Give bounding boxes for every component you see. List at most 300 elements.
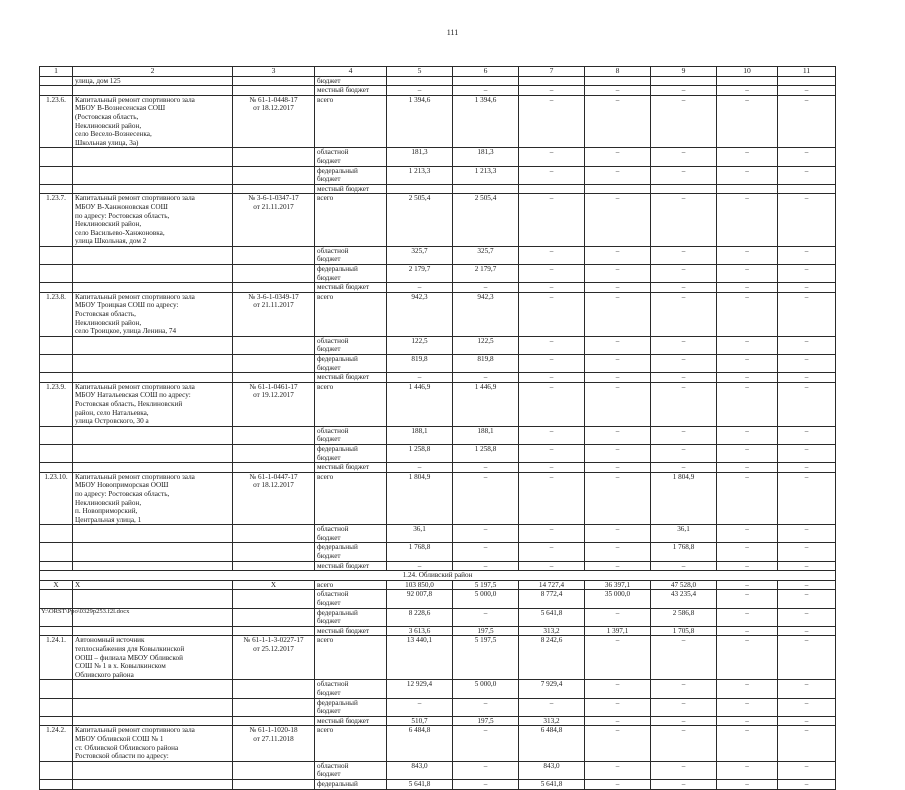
value-col-8: 36 397,1: [585, 580, 651, 590]
budget-source: федеральный бюджет: [315, 355, 387, 373]
value-col-7: –: [519, 463, 585, 473]
item-description: улица, дом 125: [73, 76, 233, 86]
item-description: Капитальный ремонт спортивного зала МБОУ Троицкая СОШ по адресу: Ростовская область, Неклиновский район, село Троицкое, улица Ленина, 74: [73, 292, 233, 336]
budget-source: областной бюджет: [315, 336, 387, 354]
value-col-8: –: [585, 716, 651, 726]
document-reference: [233, 246, 315, 264]
value-col-5: 1 213,3: [387, 166, 453, 184]
value-col-10: –: [717, 472, 778, 525]
table-row: [40, 373, 836, 383]
budget-source: всего: [315, 382, 387, 426]
document-reference: [233, 355, 315, 373]
value-col-5: 1 804,9: [387, 472, 453, 525]
value-col-6: –: [453, 561, 519, 571]
table-row: [40, 561, 836, 571]
value-col-11: –: [778, 779, 836, 789]
value-col-10: –: [717, 382, 778, 426]
value-col-9: –: [651, 382, 717, 426]
value-col-6: 122,5: [453, 336, 519, 354]
value-col-9: –: [651, 86, 717, 96]
value-col-8: –: [585, 166, 651, 184]
document-reference: [233, 463, 315, 473]
value-col-7: –: [519, 472, 585, 525]
value-col-7: –: [519, 148, 585, 166]
item-number: [40, 166, 73, 184]
value-col-8: –: [585, 608, 651, 626]
item-number: 1.23.6.: [40, 95, 73, 148]
document-reference: [233, 525, 315, 543]
value-col-5: 510,7: [387, 716, 453, 726]
value-col-9: –: [651, 463, 717, 473]
value-col-9: –: [651, 336, 717, 354]
item-description: [73, 148, 233, 166]
item-description: [73, 246, 233, 264]
column-header-3: 3: [233, 67, 315, 77]
value-col-6: –: [453, 543, 519, 561]
value-col-11: –: [778, 246, 836, 264]
value-col-11: –: [778, 525, 836, 543]
value-col-5: 843,0: [387, 761, 453, 779]
value-col-8: –: [585, 194, 651, 247]
value-col-10: –: [717, 543, 778, 561]
budget-source: федеральный бюджет: [315, 698, 387, 716]
value-col-11: –: [778, 373, 836, 383]
value-col-5: 3 613,6: [387, 626, 453, 636]
value-col-7: –: [519, 525, 585, 543]
document-reference: № 3-6-1-0347-17 от 21.11.2017: [233, 194, 315, 247]
value-col-6: 197,5: [453, 716, 519, 726]
value-col-9: 47 528,0: [651, 580, 717, 590]
item-number: [40, 265, 73, 283]
budget-source: федеральный: [315, 779, 387, 789]
value-col-8: –: [585, 292, 651, 336]
value-col-8: 35 000,0: [585, 590, 651, 608]
value-col-7: –: [519, 373, 585, 383]
budget-source: федеральный бюджет: [315, 265, 387, 283]
item-number: 1.23.9.: [40, 382, 73, 426]
document-reference: [233, 86, 315, 96]
value-col-10: –: [717, 292, 778, 336]
document-reference: [233, 608, 315, 626]
value-col-6: –: [453, 698, 519, 716]
item-description: [73, 698, 233, 716]
table-row: [40, 426, 836, 444]
document-reference: [233, 283, 315, 293]
value-col-8: –: [585, 246, 651, 264]
value-col-9: –: [651, 194, 717, 247]
value-col-9: –: [651, 636, 717, 680]
table-row: [40, 580, 836, 590]
value-col-6: –: [453, 761, 519, 779]
value-col-8: –: [585, 86, 651, 96]
budget-table: [39, 66, 836, 790]
item-description: Автономный источник теплоснабжения для Ковылкинской ООШ – филиала МБОУ Обливской СОШ № 1 в х. Ковылкинском Обливского района: [73, 636, 233, 680]
value-col-5: 1 768,8: [387, 543, 453, 561]
value-col-10: –: [717, 525, 778, 543]
budget-source: областной бюджет: [315, 680, 387, 698]
value-col-5: 122,5: [387, 336, 453, 354]
value-col-10: –: [717, 336, 778, 354]
table-row: [40, 463, 836, 473]
table-row: [40, 194, 836, 247]
item-number: [40, 680, 73, 698]
value-col-11: –: [778, 698, 836, 716]
table-row: [40, 76, 836, 86]
value-col-9: –: [651, 246, 717, 264]
item-description: [73, 426, 233, 444]
value-col-8: –: [585, 463, 651, 473]
budget-source: областной бюджет: [315, 426, 387, 444]
column-header-11: 11: [778, 67, 836, 77]
value-col-9: 1 705,8: [651, 626, 717, 636]
value-col-5: 819,8: [387, 355, 453, 373]
document-reference: [233, 680, 315, 698]
table-row: [40, 590, 836, 608]
value-col-10: –: [717, 373, 778, 383]
value-col-11: –: [778, 608, 836, 626]
item-description: Х: [73, 580, 233, 590]
value-col-8: –: [585, 148, 651, 166]
value-col-9: 2 586,8: [651, 608, 717, 626]
table-row: [40, 265, 836, 283]
document-reference: [233, 761, 315, 779]
value-col-10: –: [717, 580, 778, 590]
value-col-11: –: [778, 472, 836, 525]
table-row: [40, 779, 836, 789]
value-col-5: 92 007,8: [387, 590, 453, 608]
value-col-11: –: [778, 561, 836, 571]
item-number: [40, 761, 73, 779]
value-col-6: –: [453, 463, 519, 473]
value-col-11: –: [778, 148, 836, 166]
value-col-6: 197,5: [453, 626, 519, 636]
value-col-10: –: [717, 148, 778, 166]
value-col-6: 1 213,3: [453, 166, 519, 184]
value-col-7: –: [519, 444, 585, 462]
document-reference: [233, 265, 315, 283]
value-col-7: –: [519, 166, 585, 184]
value-col-10: –: [717, 444, 778, 462]
document-reference: № 61-1-1020-18 от 27.11.2018: [233, 726, 315, 761]
value-col-5: –: [387, 463, 453, 473]
value-col-7: 6 484,8: [519, 726, 585, 761]
item-description: Капитальный ремонт спортивного зала МБОУ Новоприморская ООШ по адресу: Ростовская область, Неклиновский район, п. Новоприморский, Центральная улица, 1: [73, 472, 233, 525]
value-col-8: –: [585, 726, 651, 761]
document-reference: [233, 148, 315, 166]
table-row: [40, 86, 836, 96]
value-col-11: –: [778, 590, 836, 608]
item-number: [40, 76, 73, 86]
value-col-10: –: [717, 166, 778, 184]
item-number: [40, 336, 73, 354]
item-number: [40, 463, 73, 473]
value-col-5: 6 484,8: [387, 726, 453, 761]
value-col-8: –: [585, 426, 651, 444]
value-col-5: 2 179,7: [387, 265, 453, 283]
value-col-6: –: [453, 779, 519, 789]
value-col-8: 1 397,1: [585, 626, 651, 636]
item-description: [73, 463, 233, 473]
table-row: [40, 716, 836, 726]
table-row: [40, 95, 836, 148]
budget-source: местный бюджет: [315, 86, 387, 96]
item-number: 1.23.7.: [40, 194, 73, 247]
value-col-9: –: [651, 698, 717, 716]
value-col-11: –: [778, 761, 836, 779]
budget-source: всего: [315, 580, 387, 590]
value-col-6: –: [453, 525, 519, 543]
value-col-7: –: [519, 265, 585, 283]
value-col-10: –: [717, 265, 778, 283]
item-number: 1.24.1.: [40, 636, 73, 680]
value-col-11: –: [778, 194, 836, 247]
item-number: [40, 525, 73, 543]
value-col-10: –: [717, 608, 778, 626]
value-col-10: –: [717, 726, 778, 761]
item-description: Капитальный ремонт спортивного зала МБОУ Натальевская СОШ по адресу: Ростовская область, Неклиновский район, село Натальевка, улица Островского, 30 а: [73, 382, 233, 426]
value-col-9: 36,1: [651, 525, 717, 543]
value-col-7: 843,0: [519, 761, 585, 779]
value-col-6: –: [453, 472, 519, 525]
value-col-7: –: [519, 283, 585, 293]
item-number: [40, 626, 73, 636]
value-col-10: –: [717, 626, 778, 636]
value-col-6: 325,7: [453, 246, 519, 264]
column-header-10: 10: [717, 67, 778, 77]
item-number: [40, 184, 73, 194]
value-col-6: [453, 184, 519, 194]
value-col-11: –: [778, 543, 836, 561]
value-col-7: –: [519, 382, 585, 426]
item-description: Капитальный ремонт спортивного зала МБОУ В-Вознесенская СОШ (Ростовская область, Неклиновский район, село Веселo-Вознесенка, Школьная улица, 3а): [73, 95, 233, 148]
budget-source: местный бюджет: [315, 283, 387, 293]
value-col-9: [651, 184, 717, 194]
document-reference: [233, 590, 315, 608]
item-description: [73, 525, 233, 543]
budget-source: федеральный бюджет: [315, 543, 387, 561]
item-number: [40, 283, 73, 293]
value-col-6: [453, 76, 519, 86]
budget-source: местный бюджет: [315, 463, 387, 473]
table-row: [40, 543, 836, 561]
value-col-6: 1 446,9: [453, 382, 519, 426]
value-col-9: –: [651, 726, 717, 761]
value-col-5: 1 394,6: [387, 95, 453, 148]
value-col-6: 1 258,8: [453, 444, 519, 462]
value-col-11: –: [778, 680, 836, 698]
item-description: [73, 779, 233, 789]
value-col-6: –: [453, 373, 519, 383]
value-col-9: –: [651, 355, 717, 373]
table-row: [40, 626, 836, 636]
value-col-5: 942,3: [387, 292, 453, 336]
value-col-7: –: [519, 86, 585, 96]
document-reference: № 61-1-0461-17 от 19.12.2017: [233, 382, 315, 426]
item-description: [73, 716, 233, 726]
document-reference: [233, 336, 315, 354]
value-col-7: 5 641,8: [519, 608, 585, 626]
value-col-5: [387, 76, 453, 86]
value-col-7: 14 727,4: [519, 580, 585, 590]
value-col-11: –: [778, 355, 836, 373]
value-col-10: –: [717, 761, 778, 779]
value-col-5: –: [387, 698, 453, 716]
value-col-9: –: [651, 426, 717, 444]
value-col-10: –: [717, 716, 778, 726]
item-description: [73, 336, 233, 354]
table-row: [40, 680, 836, 698]
value-col-10: [717, 76, 778, 86]
budget-source: всего: [315, 726, 387, 761]
document-reference: [233, 543, 315, 561]
value-col-6: 5 000,0: [453, 590, 519, 608]
value-col-5: 2 505,4: [387, 194, 453, 247]
document-reference: [233, 561, 315, 571]
value-col-8: –: [585, 680, 651, 698]
value-col-8: [585, 76, 651, 86]
table-body: [40, 76, 836, 789]
budget-source: областной бюджет: [315, 525, 387, 543]
item-number: [40, 148, 73, 166]
table-row: [40, 382, 836, 426]
value-col-8: –: [585, 561, 651, 571]
budget-source: областной бюджет: [315, 761, 387, 779]
item-number: [40, 698, 73, 716]
budget-source: федеральный бюджет: [315, 166, 387, 184]
value-col-11: –: [778, 95, 836, 148]
value-col-7: –: [519, 426, 585, 444]
value-col-5: 1 258,8: [387, 444, 453, 462]
column-header-9: 9: [651, 67, 717, 77]
item-description: [73, 626, 233, 636]
column-header-7: 7: [519, 67, 585, 77]
value-col-10: –: [717, 283, 778, 293]
item-number: [40, 86, 73, 96]
column-header-6: 6: [453, 67, 519, 77]
value-col-10: –: [717, 636, 778, 680]
item-number: Х: [40, 580, 73, 590]
value-col-7: –: [519, 355, 585, 373]
document-reference: [233, 426, 315, 444]
document-reference: [233, 779, 315, 789]
value-col-5: 188,1: [387, 426, 453, 444]
value-col-9: –: [651, 716, 717, 726]
value-col-11: –: [778, 463, 836, 473]
budget-source: всего: [315, 636, 387, 680]
table-row: [40, 292, 836, 336]
table-row: [40, 698, 836, 716]
value-col-7: 313,2: [519, 626, 585, 636]
value-col-5: [387, 184, 453, 194]
document-reference: [233, 184, 315, 194]
value-col-6: 1 394,6: [453, 95, 519, 148]
value-col-10: –: [717, 426, 778, 444]
value-col-8: –: [585, 761, 651, 779]
value-col-10: –: [717, 86, 778, 96]
value-col-5: 8 228,6: [387, 608, 453, 626]
item-description: [73, 166, 233, 184]
value-col-10: –: [717, 194, 778, 247]
value-col-11: –: [778, 444, 836, 462]
value-col-5: 1 446,9: [387, 382, 453, 426]
value-col-8: –: [585, 698, 651, 716]
document-reference: [233, 166, 315, 184]
value-col-9: 1 768,8: [651, 543, 717, 561]
item-number: [40, 543, 73, 561]
item-number: [40, 246, 73, 264]
document-reference: № 3-6-1-0349-17 от 21.11.2017: [233, 292, 315, 336]
table-row: [40, 444, 836, 462]
value-col-8: –: [585, 336, 651, 354]
budget-source: федеральный бюджет: [315, 608, 387, 626]
budget-source: федеральный бюджет: [315, 444, 387, 462]
item-description: [73, 373, 233, 383]
table-row: [40, 525, 836, 543]
value-col-11: –: [778, 726, 836, 761]
table-row: [40, 726, 836, 761]
value-col-9: –: [651, 95, 717, 148]
document-reference: № 61-1-1-3-0227-17 от 25.12.2017: [233, 636, 315, 680]
budget-source: всего: [315, 292, 387, 336]
budget-source: местный бюджет: [315, 184, 387, 194]
value-col-9: –: [651, 373, 717, 383]
value-col-10: [717, 184, 778, 194]
value-col-6: –: [453, 726, 519, 761]
item-number: [40, 355, 73, 373]
value-col-11: –: [778, 336, 836, 354]
item-description: [73, 561, 233, 571]
budget-source: местный бюджет: [315, 626, 387, 636]
budget-source: всего: [315, 95, 387, 148]
value-col-11: –: [778, 716, 836, 726]
budget-source: областной бюджет: [315, 590, 387, 608]
value-col-6: 5 197,5: [453, 580, 519, 590]
value-col-5: –: [387, 373, 453, 383]
value-col-8: –: [585, 525, 651, 543]
item-number: [40, 561, 73, 571]
value-col-5: 181,3: [387, 148, 453, 166]
item-description: [73, 283, 233, 293]
item-description: [73, 680, 233, 698]
value-col-11: –: [778, 86, 836, 96]
value-col-5: –: [387, 561, 453, 571]
item-number: 1.24.2.: [40, 726, 73, 761]
document-reference: № 61-1-0448-17 от 18.12.2017: [233, 95, 315, 148]
item-number: [40, 373, 73, 383]
value-col-9: –: [651, 444, 717, 462]
document-reference: [233, 373, 315, 383]
value-col-10: –: [717, 680, 778, 698]
table-row: [40, 166, 836, 184]
value-col-8: –: [585, 779, 651, 789]
value-col-5: 103 850,0: [387, 580, 453, 590]
column-header-2: 2: [73, 67, 233, 77]
value-col-5: 325,7: [387, 246, 453, 264]
value-col-7: 5 641,8: [519, 779, 585, 789]
value-col-10: –: [717, 463, 778, 473]
value-col-11: –: [778, 166, 836, 184]
value-col-9: –: [651, 761, 717, 779]
document-reference: [233, 716, 315, 726]
item-number: [40, 426, 73, 444]
value-col-10: –: [717, 95, 778, 148]
column-header-1: 1: [40, 67, 73, 77]
item-description: [73, 184, 233, 194]
document-reference: № 61-1-0447-17 от 18.12.2017: [233, 472, 315, 525]
value-col-9: –: [651, 779, 717, 789]
table-row: [40, 761, 836, 779]
table-row: [40, 608, 836, 626]
